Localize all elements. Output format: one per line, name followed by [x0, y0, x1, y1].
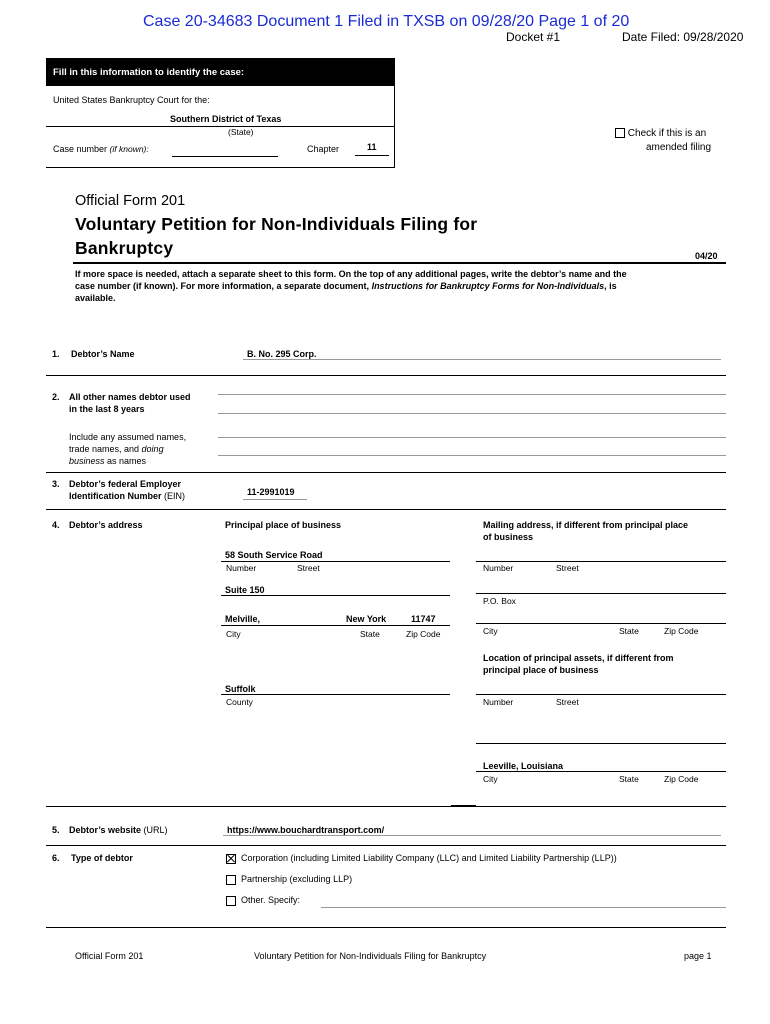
item-4-label: Debtor’s address: [69, 520, 143, 530]
item-2-number: 2.: [52, 392, 60, 402]
chapter-field[interactable]: [355, 155, 389, 156]
case-id-box-right-border: [394, 58, 395, 168]
item-3-number: 3.: [52, 479, 60, 489]
item-3-label-2: [69, 491, 185, 501]
principal-city-field[interactable]: [221, 625, 450, 626]
assets-number-label: Number: [483, 697, 514, 707]
mailing-heading-1: Mailing address, if different from principal place: [483, 520, 689, 530]
district-line: [46, 126, 395, 127]
principal-street-value: 58 South Service Road: [225, 550, 323, 560]
docket-number: Docket #1: [506, 30, 561, 44]
amended-line-2: amended filing: [646, 142, 712, 153]
form-version: 04/20: [695, 251, 718, 261]
form-title-line-2: Bankruptcy: [75, 238, 174, 258]
item-2-label-1: All other names debtor used: [69, 392, 191, 402]
court-filing-stamp: Case 20-34683 Document 1 Filed in TXSB on 09/28/20 Page 1 of 20: [143, 13, 630, 30]
county-field[interactable]: [221, 694, 450, 695]
assets-street-field[interactable]: [476, 694, 726, 695]
amended-line-1: Check if this is an: [627, 128, 707, 139]
principal-street-field[interactable]: [221, 561, 450, 562]
amended-filing-checkbox[interactable]: [615, 128, 706, 139]
assets-line-2-field[interactable]: [476, 743, 726, 744]
item-4-number: 4.: [52, 520, 60, 530]
section-divider-2: [46, 472, 726, 473]
section-divider-6: [46, 927, 726, 928]
assets-city-value: Leeville, Louisiana: [483, 761, 564, 771]
footer-page-number: page 1: [684, 951, 712, 961]
location-heading-1: Location of principal assets, if different from: [483, 653, 674, 663]
case-number-label: [53, 144, 149, 154]
po-box-label: P.O. Box: [483, 596, 516, 606]
location-heading-2: principal place of business: [483, 665, 599, 675]
case-number-label-text: Case number: [53, 144, 108, 154]
chapter-label: Chapter: [307, 144, 340, 154]
partnership-checkbox[interactable]: [226, 875, 236, 885]
item-2-note-2b: doing: [141, 444, 164, 454]
debtor-type-option-other[interactable]: [226, 895, 300, 906]
principal-heading: Principal place of business: [225, 520, 342, 530]
mailing-zip-label: Zip Code: [664, 626, 699, 636]
case-id-box-title-text: Fill in this information to identify the case:: [53, 67, 245, 78]
other-names-field-3[interactable]: [218, 437, 726, 438]
section-divider-5: [46, 845, 726, 846]
principal-number-label: Number: [226, 563, 257, 573]
other-names-field-1[interactable]: [218, 394, 726, 395]
form-title-line-1: Voluntary Petition for Non-Individuals Filing for: [75, 214, 478, 234]
item-3-label-2b: (EIN): [161, 491, 186, 501]
other-specify-field[interactable]: [321, 907, 726, 908]
principal-state-label: State: [360, 629, 380, 639]
court-label: United States Bankruptcy Court for the:: [53, 95, 210, 105]
mailing-street-field[interactable]: [476, 561, 726, 562]
principal-city-label: City: [226, 629, 241, 639]
ein-field[interactable]: [243, 499, 307, 500]
corporation-label: Corporation (including Limited Liability Company (LLC) and Limited Liability Partnership (LLP)): [241, 853, 617, 863]
section-divider-3: [46, 509, 726, 510]
mailing-heading-2: of business: [483, 532, 534, 542]
mailing-city-label: City: [483, 626, 498, 636]
item-2-note-3b: as names: [104, 456, 147, 466]
other-checkbox[interactable]: [226, 896, 236, 906]
county-value: Suffolk: [225, 684, 256, 694]
state-label: (State): [228, 127, 254, 137]
other-names-field-2[interactable]: [218, 413, 726, 414]
principal-suite-field[interactable]: [221, 595, 450, 596]
instructions-doc-title: Instructions for Bankruptcy Forms for Non-Individuals: [371, 281, 605, 291]
assets-zip-label: Zip Code: [664, 774, 699, 784]
debtor-name-field[interactable]: [243, 359, 721, 360]
debtor-type-option-corporation[interactable]: [226, 853, 617, 864]
assets-city-field[interactable]: [476, 771, 726, 772]
footer-form-title: Voluntary Petition for Non-Individuals Filing for Bankruptcy: [254, 951, 487, 961]
assets-city-label: City: [483, 774, 498, 784]
case-number-hint: (if known):: [109, 144, 149, 154]
case-id-box-bottom-border: [46, 167, 395, 168]
other-label: Other. Specify:: [241, 895, 301, 905]
form-number: Official Form 201: [75, 193, 186, 209]
item-1-label: Debtor’s Name: [71, 349, 135, 359]
instructions-2a: case number (if known). For more information, a separate document,: [75, 281, 372, 291]
item-1-number: 1.: [52, 349, 60, 359]
item-6-label: Type of debtor: [71, 853, 133, 863]
instructions-2c: , is: [604, 281, 617, 291]
ein-value: 11-2991019: [247, 487, 295, 497]
amended-checkbox-box[interactable]: [615, 128, 625, 138]
principal-suite-value: Suite 150: [225, 585, 265, 595]
item-2-label-2: in the last 8 years: [69, 404, 145, 414]
debtor-name-value: B. No. 295 Corp.: [247, 349, 317, 359]
chapter-value: 11: [367, 142, 377, 152]
website-field[interactable]: [223, 835, 721, 836]
instructions-line-1: If more space is needed, attach a separate sheet to this form. On the top of any additional pages, write the debtor’s name and the: [75, 269, 627, 279]
assets-street-label: Street: [556, 697, 579, 707]
item-2-note-2: [69, 444, 164, 454]
corporation-checkbox[interactable]: [226, 854, 236, 864]
debtor-type-option-partnership[interactable]: [226, 874, 352, 885]
assets-state-label: State: [619, 774, 639, 784]
county-label: County: [226, 697, 253, 707]
other-names-field-4[interactable]: [218, 455, 726, 456]
item-6-number: 6.: [52, 853, 60, 863]
item-5-label-b: (URL): [141, 825, 168, 835]
principal-city-value: Melville,: [225, 614, 261, 624]
case-number-field[interactable]: [172, 156, 278, 157]
principal-zip-label: Zip Code: [406, 629, 441, 639]
item-5-label-a: Debtor’s website: [69, 825, 142, 835]
title-rule: [73, 262, 726, 264]
website-value: https://www.bouchardtransport.com/: [227, 825, 385, 835]
date-filed: Date Filed: 09/28/2020: [622, 30, 744, 44]
mailing-city-field[interactable]: [476, 623, 726, 624]
case-id-box-title: [46, 58, 394, 86]
item-2-note-3: [69, 456, 146, 466]
instructions-line-3: available.: [75, 293, 116, 303]
section-divider-1: [46, 375, 726, 376]
item-3-label-1: Debtor’s federal Employer: [69, 479, 182, 489]
item-5-label: [69, 825, 168, 835]
principal-zip-value: 11747: [411, 614, 436, 624]
item-5-number: 5.: [52, 825, 60, 835]
footer-form-number: Official Form 201: [75, 951, 144, 961]
mailing-street-label: Street: [556, 563, 579, 573]
mailing-po-box-field[interactable]: [476, 593, 726, 594]
item-2-note-2a: trade names, and: [69, 444, 142, 454]
mailing-number-label: Number: [483, 563, 514, 573]
section-divider-4: [46, 806, 726, 807]
item-2-note-3a: business: [69, 456, 105, 466]
item-3-label-2a: Identification Number: [69, 491, 162, 501]
mailing-state-label: State: [619, 626, 639, 636]
district-name: Southern District of Texas: [170, 114, 282, 124]
principal-street-label: Street: [297, 563, 320, 573]
instructions-line-2: [75, 281, 617, 291]
principal-state-value: New York: [346, 614, 387, 624]
item-2-note-1: Include any assumed names,: [69, 432, 187, 442]
partnership-label: Partnership (excluding LLP): [241, 874, 353, 884]
